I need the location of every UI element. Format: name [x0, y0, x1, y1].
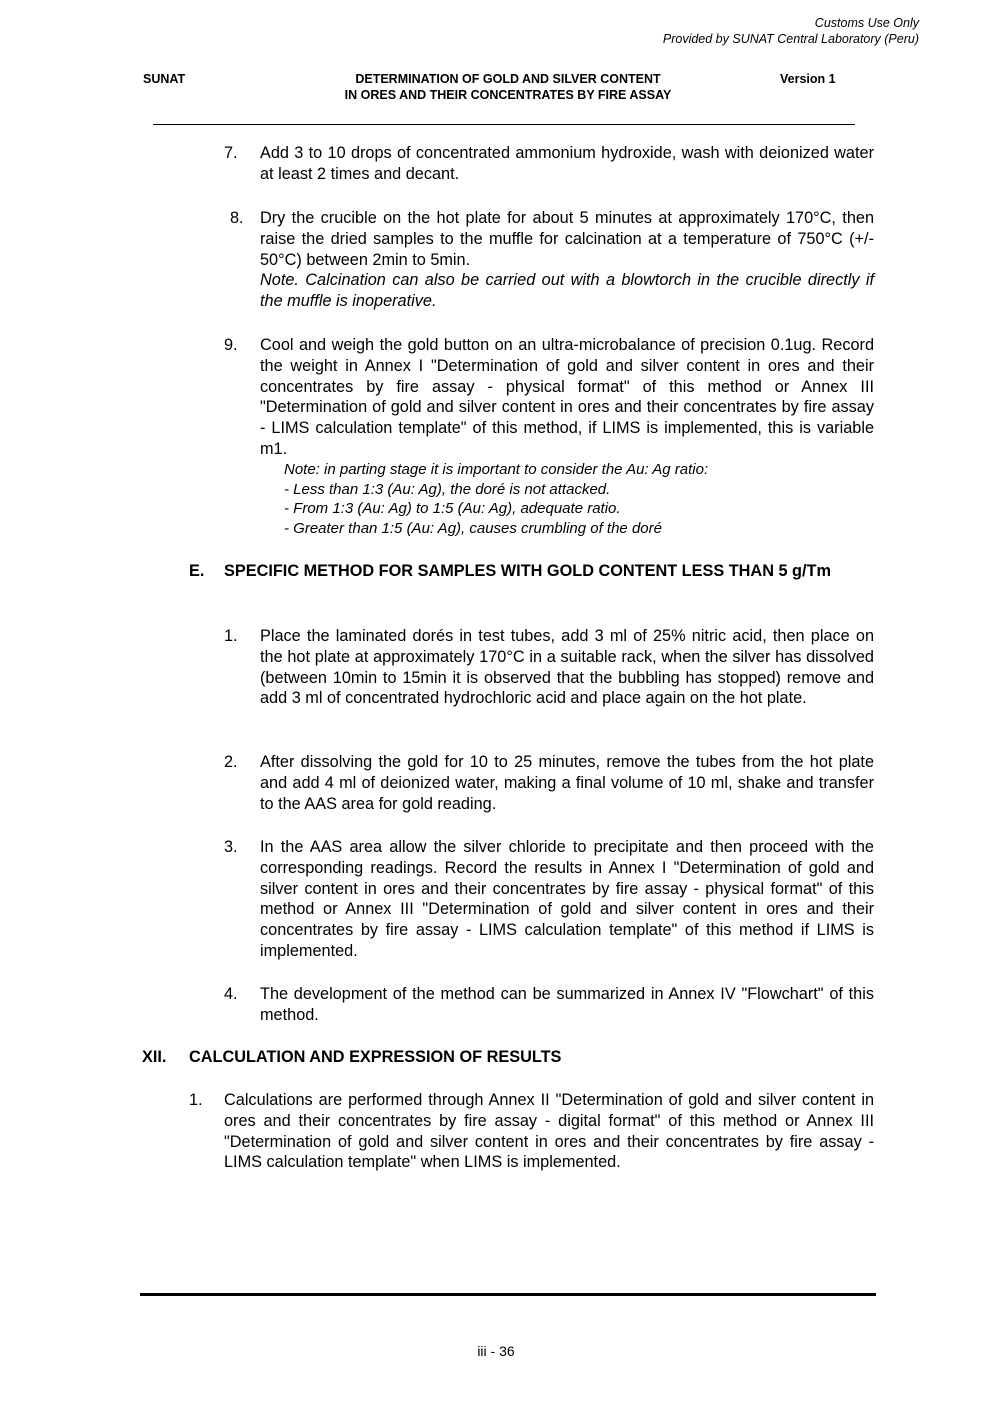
note-line: - Less than 1:3 (Au: Ag), the doré is not attacked. [284, 480, 611, 498]
list-item-number: 2. [224, 753, 238, 771]
step-8-note: Note. Calcination can also be carried out with a blowtorch in the crucible directly if the muffle is inoperative. [260, 271, 874, 311]
customs-line-2: Provided by SUNAT Central Laboratory (Peru) [662, 32, 919, 46]
list-item-text [260, 208, 874, 312]
list-item-text [260, 837, 874, 962]
header-title-line-2: IN ORES AND THEIR CONCENTRATES BY FIRE ASSAY [344, 88, 672, 102]
list-item-number: 7. [224, 144, 238, 162]
list-item-number: 8. [230, 209, 244, 227]
step-e1-text: Place the laminated dorés in test tubes, add 3 ml of 25% nitric acid, then place on the hot plate at approximately 170°C in a suitable rack, when the silver has dissolved (between 10min to 15min it is observed that the bubbling has stopped) remove and add 3 ml of concentrated hydrochloric acid and place again on the hot plate. [260, 627, 874, 708]
section-label: XII. [142, 1048, 167, 1066]
customs-notice [663, 15, 919, 47]
step-8-text: Dry the crucible on the hot plate for about 5 minutes at approximately 170°C, then raise the dried samples to the muffle for calcination at a temperature of 750°C (+/- 50°C) between 2min to 5min. [260, 209, 874, 269]
list-item-text [260, 752, 874, 814]
header-org: SUNAT [143, 72, 186, 86]
header-divider [153, 124, 855, 125]
step-xii1-text: Calculations are performed through Annex II "Determination of gold and silver content in ores and their concentrates by fire assay - digital format" of this method or Annex III "Determination of gold and silver content in ores and their concentrates by fire assay - LIMS calculation template" when LIMS is implemented. [224, 1091, 874, 1172]
step-9-text: Cool and weigh the gold button on an ultra-microbalance of precision 0.1ug. Record the weight in Annex I "Determination of gold and silver content in ores and their concentrates by fire assay - physical format" of this method or Annex III "Determination of gold and silver content in ores and their concentrates by fire assay - LIMS calculation template" of this method, if LIMS is implemented, this is variable m1. [260, 336, 874, 458]
note-line: Note: in parting stage it is important to consider the Au: Ag ratio: [284, 461, 709, 478]
list-item-number: 1. [189, 1091, 203, 1109]
header-title [300, 71, 716, 103]
list-item-number: 1. [224, 627, 238, 645]
page-number: iii - 36 [477, 1343, 515, 1359]
footer-divider [140, 1293, 876, 1296]
list-item-text [260, 984, 874, 1026]
list-item-number: 3. [224, 838, 238, 856]
list-item-text [260, 335, 874, 460]
section-label: E. [189, 562, 205, 580]
list-item-number: 9. [224, 336, 238, 354]
step-e4-text: The development of the method can be summarized in Annex IV "Flowchart" of this method. [260, 985, 874, 1024]
list-item-text [224, 1090, 874, 1173]
step-7-text: Add 3 to 10 drops of concentrated ammonium hydroxide, wash with deionized water at least 2 times and decant. [260, 144, 874, 183]
section-title: CALCULATION AND EXPRESSION OF RESULTS [189, 1048, 562, 1066]
note-line: - From 1:3 (Au: Ag) to 1:5 (Au: Ag), adequate ratio. [284, 500, 621, 517]
list-item-text [260, 143, 874, 185]
header-version: Version 1 [780, 72, 836, 86]
step-e2-text: After dissolving the gold for 10 to 25 minutes, remove the tubes from the hot plate and add 4 ml of deionized water, making a final volume of 10 ml, shake and transfer to the AAS area for gold reading. [260, 753, 874, 813]
step-e3-text: In the AAS area allow the silver chloride to precipitate and then proceed with the corresponding readings. Record the results in Annex I "Determination of gold and silver content in ores and their concentrates by fire assay - physical format" of this method or Annex III "Determination of gold and silver content in ores and their concentrates by fire assay - LIMS calculation template" of this method if LIMS is implemented. [260, 838, 874, 960]
list-item-number: 4. [224, 985, 238, 1003]
header-title-line-1: DETERMINATION OF GOLD AND SILVER CONTENT [355, 72, 661, 86]
parting-ratio-note [284, 460, 884, 538]
customs-line-1: Customs Use Only [814, 16, 919, 30]
section-title: SPECIFIC METHOD FOR SAMPLES WITH GOLD CONTENT LESS THAN 5 g/Tm [224, 562, 831, 580]
list-item-text [260, 626, 874, 709]
note-line: - Greater than 1:5 (Au: Ag), causes crumbling of the doré [284, 519, 662, 537]
